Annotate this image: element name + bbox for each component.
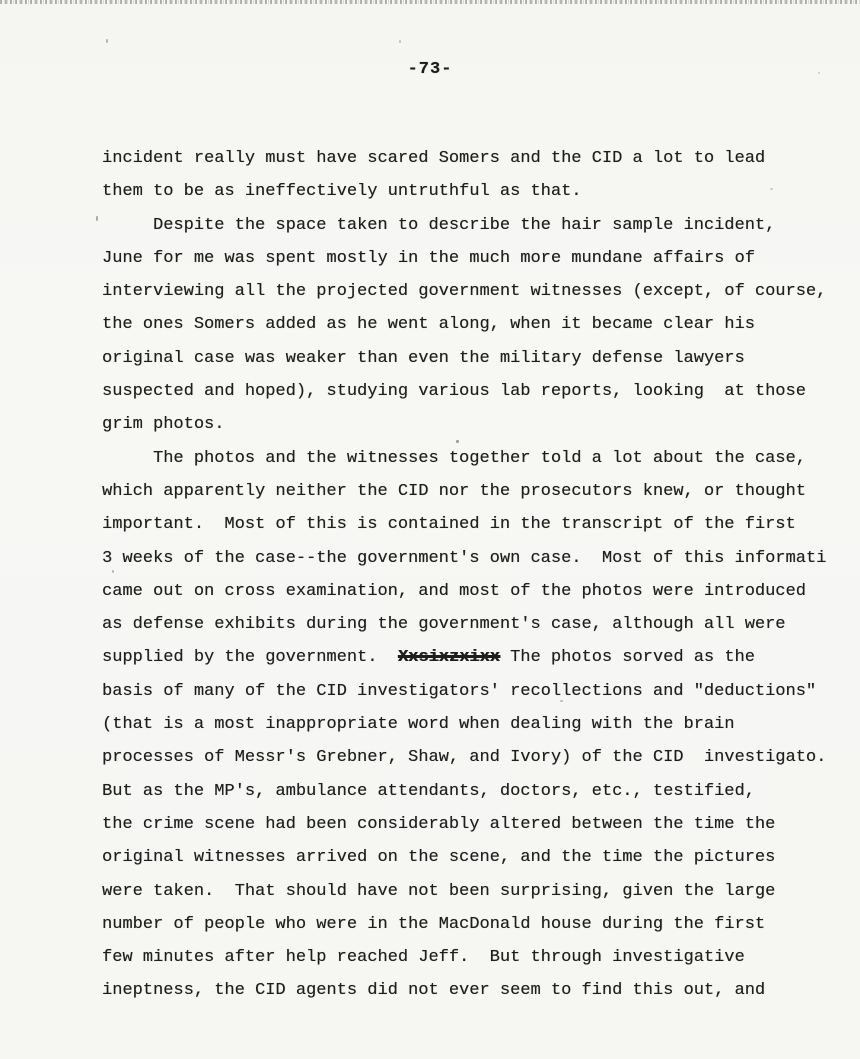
text-line <box>102 808 860 841</box>
text-line <box>102 575 860 608</box>
text-line <box>102 408 860 441</box>
text-line <box>102 342 860 375</box>
text-line <box>102 508 860 541</box>
text-segment: basis of many of the CID investigators' recollections and "deductions" <box>102 681 817 701</box>
text-line <box>102 675 860 708</box>
text-line <box>102 242 860 275</box>
text-line <box>102 442 860 475</box>
scan-edge-artifact <box>0 0 860 4</box>
scan-speckle <box>106 39 108 43</box>
text-body <box>102 142 860 1008</box>
text-segment: ineptness, the CID agents did not ever seem to find this out, and <box>102 981 766 1001</box>
text-line <box>102 308 860 341</box>
text-line <box>102 475 860 508</box>
text-segment: important. Most of this is contained in the transcript of the first <box>102 515 796 535</box>
text-segment: incident really must have scared Somers and the CID a lot to lead <box>102 149 766 168</box>
scan-speckle <box>96 216 98 221</box>
text-line <box>102 175 860 208</box>
text-segment: The photos sorved as the <box>499 648 755 668</box>
text-segment: number of people who were in the MacDonald house during the first <box>102 914 766 934</box>
text-line <box>102 608 860 641</box>
text-line <box>102 275 860 308</box>
text-segment: interviewing all the projected government witnesses (except, of course, <box>102 282 827 302</box>
text-segment: Despite the space taken to describe the hair sample incident, <box>153 215 776 235</box>
text-line <box>102 908 860 941</box>
scan-speckle <box>399 40 401 43</box>
text-segment: processes of Messr's Grebner, Shaw, and Ivory) of the CID investigato. <box>102 748 827 768</box>
text-segment: The photos and the witnesses together told a lot about the case, <box>153 448 806 468</box>
text-segment: which apparently neither the CID nor the prosecutors knew, or thought <box>102 481 806 501</box>
text-line <box>102 641 860 674</box>
text-line <box>102 542 860 575</box>
text-segment: suspected and hoped), studying various lab reports, looking at those <box>102 382 806 402</box>
text-line <box>102 375 860 408</box>
page-number: -73- <box>407 60 453 79</box>
text-line <box>102 142 860 175</box>
text-segment: But as the MP's, ambulance attendants, doctors, etc., testified, <box>102 781 755 801</box>
text-segment: them to be as ineffectively untruthful as that. <box>102 182 582 202</box>
text-segment: grim photos. <box>102 415 225 435</box>
strikeout-text: Xxsixzxixx <box>397 648 500 668</box>
text-segment: the ones Somers added as he went along, when it became clear his <box>102 315 755 335</box>
text-line <box>102 941 860 974</box>
text-segment: supplied by the government. <box>102 648 398 668</box>
text-line <box>102 209 860 242</box>
text-segment: the crime scene had been considerably altered between the time the <box>102 814 776 834</box>
text-line <box>102 841 860 874</box>
text-segment: original case was weaker than even the military defense lawyers <box>102 348 745 368</box>
text-segment: original witnesses arrived on the scene, and the time the pictures <box>102 848 776 868</box>
text-segment: (that is a most inappropriate word when dealing with the brain <box>102 715 735 735</box>
text-line <box>102 741 860 774</box>
text-segment: as defense exhibits during the government's case, although all were <box>102 615 786 635</box>
text-segment: came out on cross examination, and most of the photos were introduced <box>102 581 806 601</box>
text-segment: June for me was spent mostly in the much more mundane affairs of <box>102 248 755 268</box>
text-segment: 3 weeks of the case--the government's own case. Most of this informati <box>102 548 827 568</box>
text-segment: were taken. That should have not been surprising, given the large <box>102 881 776 901</box>
text-line <box>102 974 860 1007</box>
text-segment: few minutes after help reached Jeff. But through investigative <box>102 948 745 968</box>
text-line <box>102 775 860 808</box>
text-line <box>102 708 860 741</box>
text-line <box>102 875 860 908</box>
